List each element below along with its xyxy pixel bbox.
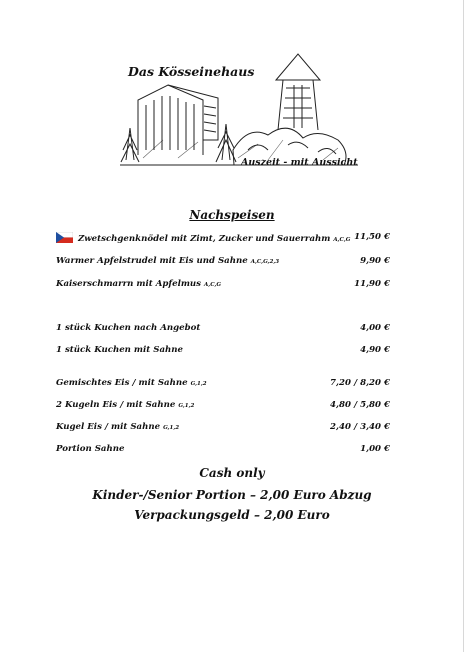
section-title: Nachspeisen — [189, 208, 275, 222]
menu-item — [56, 400, 390, 414]
menu-item — [56, 378, 390, 392]
menu-item — [56, 256, 390, 270]
menu-item — [56, 323, 390, 337]
menu-item-name: 1 stück Kuchen nach Angebot — [56, 323, 201, 333]
packaging-fee-note: Verpackungsgeld – 2,00 Euro — [134, 508, 330, 522]
menu-item-price: 11,90 € — [354, 279, 390, 289]
menu-item-name: Warmer Apfelstrudel mit Eis und Sahne — [56, 256, 248, 266]
menu-item-name: Zwetschgenknödel mit Zimt, Zucker und Sauerrahm — [78, 234, 331, 244]
czech-flag-icon — [56, 232, 73, 243]
menu-item-price: 4,90 € — [360, 345, 390, 355]
menu-item-name: Portion Sahne — [56, 444, 125, 454]
discount-note: Kinder-/Senior Portion – 2,00 Euro Abzug — [92, 488, 372, 502]
menu-item — [56, 345, 390, 359]
brand-slogan: Auszeit - mit Aussicht — [241, 157, 358, 168]
menu-item-name: Gemischtes Eis / mit Sahne — [56, 378, 188, 388]
cash-only-note: Cash only — [199, 466, 265, 480]
menu-item-price: 2,40 / 3,40 € — [330, 422, 390, 432]
menu-item-name: 1 stück Kuchen mit Sahne — [56, 345, 183, 355]
menu-item-price: 11,50 € — [354, 232, 390, 242]
allergen-codes: G,1,2 — [190, 381, 207, 387]
menu-item-name: Kaiserschmarrn mit Apfelmus — [56, 279, 202, 289]
menu-item-name-wrapper — [56, 232, 350, 244]
menu-item-price: 7,20 / 8,20 € — [330, 378, 390, 388]
menu-item-price: 4,80 / 5,80 € — [330, 400, 390, 410]
menu-item — [56, 279, 390, 293]
menu-item — [56, 444, 390, 458]
menu-item-price: 1,00 € — [360, 444, 390, 454]
allergen-codes: A,C,G — [333, 237, 351, 243]
menu-item — [56, 422, 390, 436]
allergen-codes: A,C,G — [204, 282, 222, 288]
menu-item-price: 9,90 € — [360, 256, 390, 266]
menu-item — [56, 232, 390, 246]
allergen-codes: A,C,G,2,3 — [250, 259, 280, 265]
allergen-codes: G,1,2 — [163, 425, 180, 431]
menu-item-name: 2 Kugeln Eis / mit Sahne — [56, 400, 176, 410]
allergen-codes: G,1,2 — [178, 403, 195, 409]
brand-name: Das Kösseinehaus — [128, 64, 255, 79]
menu-item-price: 4,00 € — [360, 323, 390, 333]
menu-item-name: Kugel Eis / mit Sahne — [56, 422, 161, 432]
